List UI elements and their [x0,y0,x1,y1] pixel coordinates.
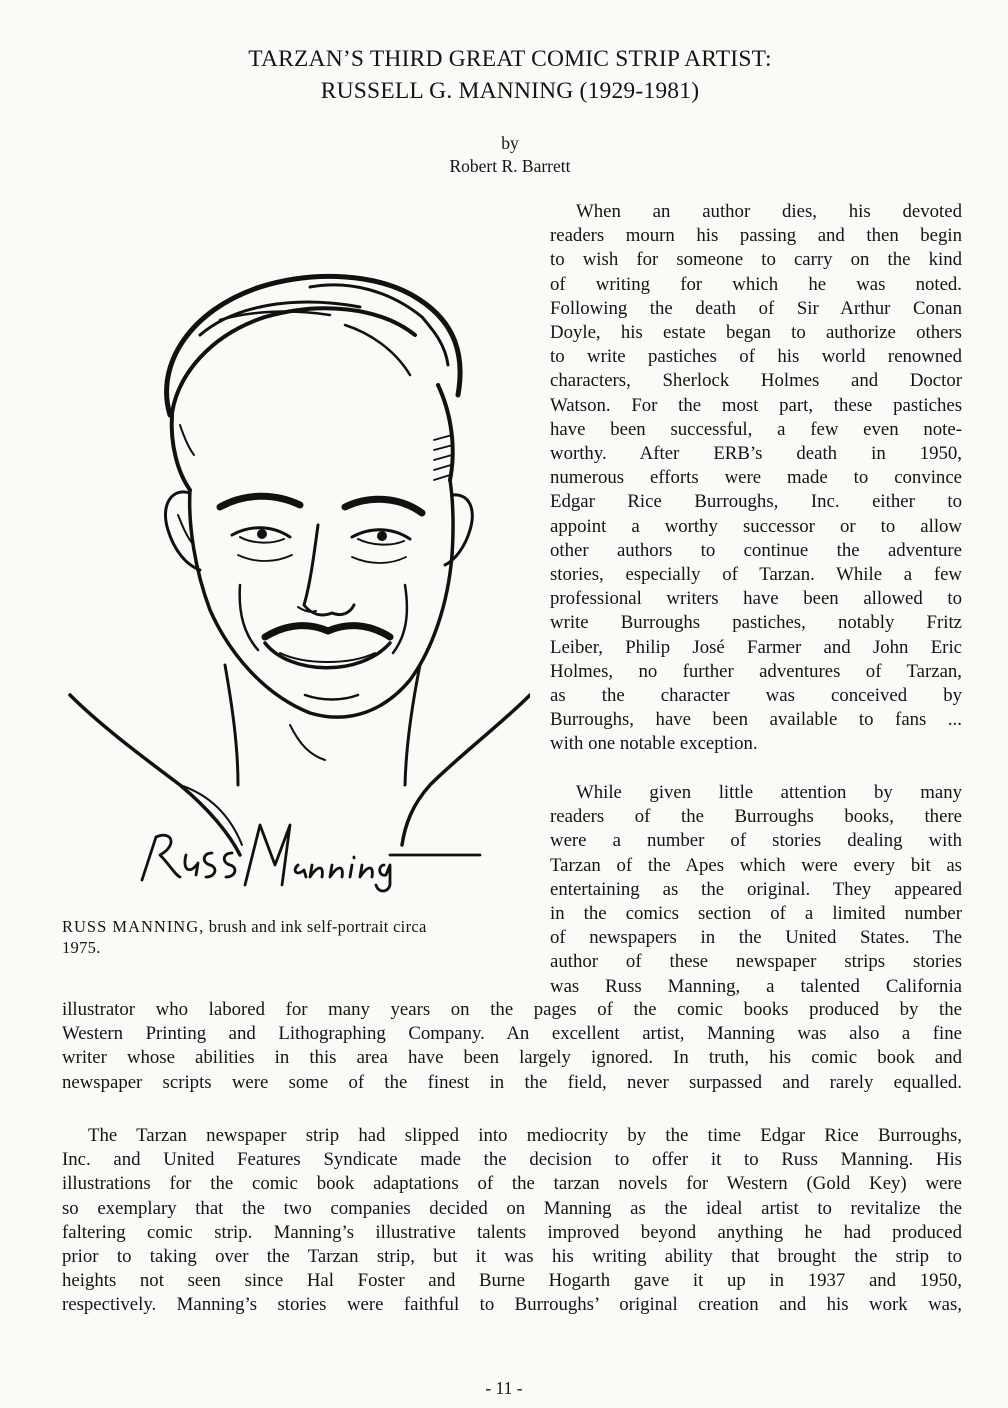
text-line: in the comics section of a limited number [550,903,962,925]
text-line: The Tarzan newspaper strip had slipped into mediocrity by the time Edgar Rice Burroughs, [88,1125,962,1146]
text-line: characters, Sherlock Holmes and Doctor [550,370,962,392]
text-line: have been successful, a few even note- [550,418,962,440]
text-line: readers mourn his passing and then begin [550,225,962,247]
text-line: writer whose abilities in this area have been largely ignored. In truth, his comic book and [62,1047,962,1069]
page-number: - 11 - [485,1378,523,1398]
text-line: Tarzan of the Apes which were every bit as [550,854,962,876]
column-paragraph-1 [550,200,962,757]
caption-description: brush and ink self-portrait circa [204,917,427,936]
column-paragraph-2 [550,781,962,999]
text-line: newspaper scripts were some of the finest in the field, never surpassed and rarely equalled. [62,1071,962,1093]
text-line: with one notable exception. [550,733,758,755]
text-line: to wish for someone to carry on the kind [550,249,962,271]
text-line: Western Printing and Lithographing Company. An excellent artist, Manning was also a fine [62,1023,962,1045]
text-line: stories, especially of Tarzan. While a few [550,564,962,586]
text-line: illustrator who labored for many years on the pages of the comic books produced by the [62,999,962,1020]
text-line: Inc. and United Features Syndicate made the decision to offer it to Russ Manning. His [62,1149,962,1171]
self-portrait-illustration [60,225,530,905]
text-line: were a number of stories dealing with [550,830,962,852]
byline-by: by [501,133,519,153]
text-line: Leiber, Philip José Farmer and John Eric [550,636,962,658]
text-line: was Russ Manning, a talented California [550,975,962,997]
article-title-line-1: TARZAN’S THIRD GREAT COMIC STRIP ARTIST: [248,46,772,72]
text-line: of newspapers in the United States. The [550,927,962,949]
caption-subject-name: RUSS MANNING, [62,917,205,936]
text-line: Holmes, no further adventures of Tarzan, [550,660,962,682]
text-line: other authors to continue the adventure [550,539,962,561]
text-line: appoint a worthy successor or to allow [550,515,962,537]
text-line: worthy. After ERB’s death in 1950, [550,443,962,465]
text-line: so exemplary that the two companies decided on Manning as the ideal artist to revitalize the [62,1197,962,1219]
text-line: prior to taking over the Tarzan strip, but it was his writing ability that brought the strip to [62,1246,962,1268]
full-width-paragraph-2-continuation [62,998,962,1095]
full-width-paragraph-3 [62,1124,962,1318]
text-line: illustrations for the comic book adaptations of the tarzan novels for Western (Gold Key) were [62,1173,962,1195]
text-line: heights not seen since Hal Foster and Burne Hogarth gave it up in 1937 and 1950, [62,1270,962,1292]
figure-caption [62,916,522,958]
text-line: Edgar Rice Burroughs, Inc. either to [550,491,962,513]
text-line: respectively. Manning’s stories were faithful to Burroughs’ original creation and his work was, [62,1294,962,1316]
text-line: write Burroughs pastiches, notably Fritz [550,612,962,634]
text-line: numerous efforts were made to convince [550,467,962,489]
text-line: professional writers have been allowed to [550,588,962,610]
text-line: author of these newspaper strips stories [550,951,962,973]
text-line: faltering comic strip. Manning’s illustrative talents improved beyond anything he had produced [62,1221,962,1243]
caption-date: 1975. [62,938,101,957]
text-line: to write pastiches of his world renowned [550,346,962,368]
text-line: readers of the Burroughs books, there [550,806,962,828]
text-line: When an author dies, his devoted [576,201,962,222]
text-line: of writing for which he was noted. [550,273,962,295]
text-line: Following the death of Sir Arthur Conan [550,297,962,319]
byline-author: Robert R. Barrett [449,156,571,176]
text-line: Burroughs, have been available to fans ... [550,709,962,731]
article-title-line-2: RUSSELL G. MANNING (1929-1981) [320,78,700,104]
text-line: Doyle, his estate began to authorize others [550,322,962,344]
text-line: as the character was conceived by [550,685,962,707]
text-line: While given little attention by many [576,782,962,803]
text-line: Watson. For the most part, these pastiches [550,394,962,416]
text-line: entertaining as the original. They appeared [550,878,962,900]
artist-signature-graphic [142,825,480,891]
